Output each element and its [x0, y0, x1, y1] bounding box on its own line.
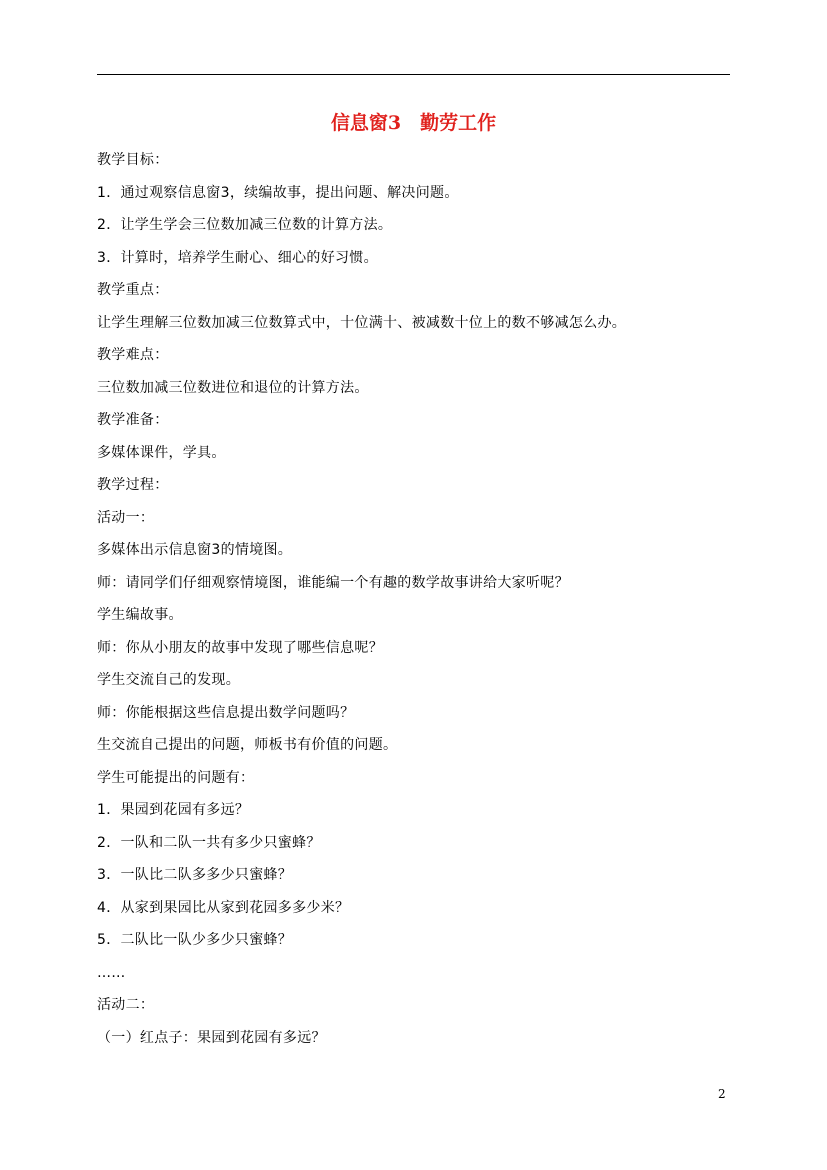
body-line: …… — [97, 964, 126, 981]
body-line: 3．一队比二队多多少只蜜蜂？ — [97, 867, 293, 883]
body-line: 1．通过观察信息窗3，续编故事，提出问题、解决问题。 — [97, 184, 459, 201]
body-line: 多媒体出示信息窗3的情境图。 — [97, 542, 293, 558]
body-line: 让学生理解三位数加减三位数算式中，十位满十、被减数十位上的数不够减怎么办。 — [97, 314, 627, 331]
body-line: 三位数加减三位数进位和退位的计算方法。 — [97, 379, 369, 396]
body-line: 学生编故事。 — [97, 607, 183, 623]
body-line: 5．二队比一队少多少只蜜蜂？ — [97, 932, 293, 948]
body-line: 2．一队和二队一共有多少只蜜蜂？ — [97, 834, 321, 851]
body-line: 教学准备： — [97, 412, 169, 428]
body-line: 活动一： — [97, 509, 155, 526]
page-number: 2 — [718, 1087, 726, 1101]
body-line: 师：你能根据这些信息提出数学问题吗？ — [97, 704, 355, 721]
body-line: 活动二： — [97, 997, 155, 1013]
document-title: 信息窗3 勤劳工作 — [330, 112, 497, 134]
document-body — [97, 148, 737, 1058]
body-line: 教学过程： — [97, 477, 169, 493]
body-line: 2．让学生学会三位数加减三位数的计算方法。 — [97, 217, 393, 233]
body-line: 4．从家到果园比从家到花园多多少米？ — [97, 899, 350, 916]
body-line: 师：请同学们仔细观察情境图，谁能编一个有趣的数学故事讲给大家听呢？ — [97, 574, 569, 591]
body-line: 教学难点： — [97, 347, 169, 363]
body-line: 学生可能提出的问题有： — [97, 769, 255, 786]
body-line: 多媒体课件，学具。 — [97, 444, 226, 461]
body-line: 师：你从小朋友的故事中发现了哪些信息呢？ — [97, 639, 383, 656]
header-rule — [97, 74, 730, 75]
body-line: （一）红点子：果园到花园有多远？ — [97, 1029, 326, 1046]
body-line: 1．果园到花园有多远？ — [97, 802, 250, 818]
body-line: 3．计算时，培养学生耐心、细心的好习惯。 — [97, 249, 378, 266]
body-line: 学生交流自己的发现。 — [97, 672, 240, 688]
body-line: 生交流自己提出的问题，师板书有价值的问题。 — [97, 737, 398, 753]
body-line: 教学重点： — [97, 282, 169, 298]
body-line: 教学目标： — [97, 152, 169, 168]
